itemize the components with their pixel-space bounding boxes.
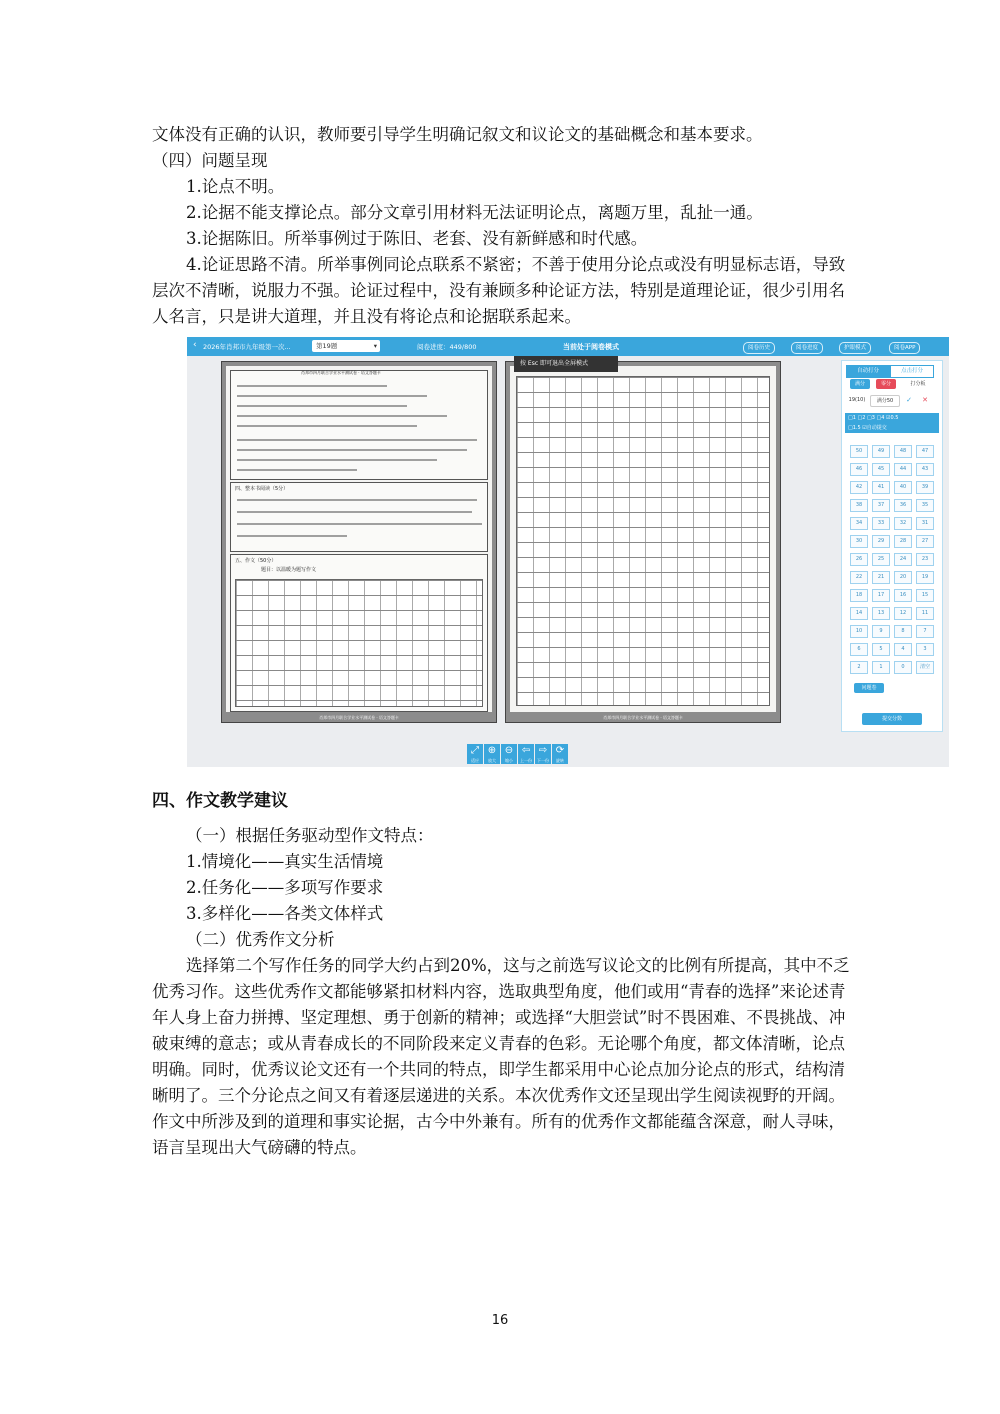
score-input[interactable]: 满分50 <box>870 395 900 407</box>
score-step-options[interactable]: □1 □2 □3 □4 ☑0.5 □1.5 ☑自动提交 <box>845 413 939 433</box>
problem-item-4: 4.论证思路不清。所举事例同论点联系不紧密；不善于使用分论点或没有明显标志语，导致层次不清晰，说服力不强。论证过程中，没有兼顾多种论证方法，特别是道理论证，很少引用名人名言，只是讲大道理，并且没有将论点和论据联系起来。 <box>152 255 846 326</box>
tab-eye-care[interactable]: 护眼模式 <box>839 342 871 354</box>
arrow-right-icon: ⇨ <box>538 745 548 756</box>
score-cell[interactable]: 5 <box>872 643 890 656</box>
answer-sheet-right <box>505 361 781 723</box>
tab-history[interactable]: 阅卷历史 <box>743 342 775 354</box>
tab-progress[interactable]: 阅卷进度 <box>791 342 823 354</box>
score-cell[interactable]: 12 <box>894 607 912 620</box>
score-cell[interactable]: 39 <box>916 481 934 494</box>
sheet-header: 肖邦市四月联合学业水平测试卷 · 语文答题卡 <box>301 370 381 375</box>
score-cell[interactable]: 15 <box>916 589 934 602</box>
arrow-left-icon: ⇦ <box>521 745 531 756</box>
back-icon[interactable]: ‹ <box>193 340 197 350</box>
sub-heading-2: （二）优秀作文分析 <box>186 930 335 949</box>
mode-title: 当前处于阅卷模式 <box>563 343 619 351</box>
tab-app[interactable]: 阅卷APP <box>889 342 920 354</box>
suggestion-item-1: 1.情境化——真实生活情境 <box>186 852 384 871</box>
score-cell[interactable]: 34 <box>850 517 868 530</box>
marking-top-bar <box>187 337 949 356</box>
score-cell[interactable]: 29 <box>872 535 890 548</box>
score-cell[interactable]: 44 <box>894 463 912 476</box>
section-essay: 五、作文（50分） <box>235 558 277 564</box>
answer-box-book-reading <box>230 482 488 552</box>
scoring-panel <box>841 360 943 732</box>
score-cell[interactable]: 4 <box>894 643 912 656</box>
zero-score-button[interactable]: 零分 <box>876 379 896 389</box>
score-cell[interactable]: 50 <box>850 445 868 458</box>
score-cell[interactable]: 11 <box>916 607 934 620</box>
answer-box-essay <box>230 554 488 712</box>
esc-hint: 按 Esc 即可退出全屏模式 <box>514 356 618 372</box>
score-board-toggle[interactable]: 打分板 <box>910 381 926 387</box>
suggestion-item-3: 3.多样化——各类文体样式 <box>186 904 384 923</box>
excellent-essay-paragraph: 选择第二个写作任务的同学大约占到20%，这与之前选写议论文的比例有所提高，其中不乏优秀习作。这些优秀作文都能够紧扣材料内容，选取典型角度，他们或用“青春的选择”来论述青年人身上奋力拼搏、坚定理想、勇于创新的精神；或选择“大胆尝试”时不畏困难、不畏挑战、冲破束缚的意志；或从青春成长的不同阶段来定义青春的色彩。无论哪个角度，都文体清晰，论点明确。同时，优秀议论文还有一个共同的特点，即学生都采用中心论点加分论点的形式，结构清晰明了。三个分论点之间又有着逐层递进的关系。本次优秀作文还呈现出学生阅读视野的开阔。作文中所涉及到的道理和事实论据，古今中外兼有。所有的优秀作文都能蕴含深意，耐人寻味，语言呈现出大气磅礴的特点。 <box>152 956 850 1157</box>
score-cell[interactable]: 32 <box>894 517 912 530</box>
paragraph-intro: 文体没有正确的认识，教师要引导学生明确记叙文和议论文的基础概念和基本要求。 <box>152 125 763 144</box>
problem-paper-button[interactable]: 问题卷 <box>854 683 884 693</box>
zoom-out-icon: ⊖ <box>504 745 514 756</box>
page-number: 16 <box>491 1313 509 1328</box>
answer-box-reading <box>230 370 488 480</box>
essay-grid-left <box>235 579 483 707</box>
essay-topic: 题目：以温暖为题写作文 <box>261 567 317 573</box>
score-cell[interactable]: 清空 <box>916 661 934 674</box>
score-cell[interactable]: 47 <box>916 445 934 458</box>
score-label: 19(10) <box>848 397 866 403</box>
cancel-icon[interactable]: ✕ <box>922 396 928 404</box>
score-cell[interactable]: 17 <box>872 589 890 602</box>
score-cell[interactable]: 26 <box>850 553 868 566</box>
score-cell[interactable]: 19 <box>916 571 934 584</box>
score-cell[interactable]: 37 <box>872 499 890 512</box>
score-cell[interactable]: 16 <box>894 589 912 602</box>
section-heading-problems: （四）问题呈现 <box>152 151 268 170</box>
tab-auto-score[interactable]: 自动打分 <box>846 365 890 378</box>
score-cell[interactable]: 3 <box>916 643 934 656</box>
problem-item-2: 2.论据不能支撑论点。部分文章引用材料无法证明论点，离题万里，乱扯一通。 <box>186 203 763 222</box>
problem-item-3: 3.论据陈旧。所举事例过于陈旧、老套、没有新鲜感和时代感。 <box>186 229 648 248</box>
problem-item-1: 1.论点不明。 <box>186 177 285 196</box>
section-heading-suggestions: 四、作文教学建议 <box>152 791 288 811</box>
score-cell[interactable]: 28 <box>894 535 912 548</box>
suggestion-item-2: 2.任务化——多项写作要求 <box>186 878 384 897</box>
answer-sheet-left <box>221 361 497 723</box>
zoom-out-button[interactable]: ⊖ 缩小 <box>501 744 517 764</box>
score-cell[interactable]: 8 <box>894 625 912 638</box>
marking-system-screenshot <box>187 337 949 767</box>
score-cell[interactable]: 18 <box>850 589 868 602</box>
score-cell[interactable]: 9 <box>872 625 890 638</box>
confirm-icon[interactable]: ✓ <box>906 396 912 404</box>
question-select[interactable]: 第19题 ▾ <box>312 340 380 352</box>
score-cell[interactable]: 40 <box>894 481 912 494</box>
score-cell[interactable]: 13 <box>872 607 890 620</box>
score-cell[interactable]: 6 <box>850 643 868 656</box>
tab-click-score[interactable]: 点击打分 <box>890 365 934 378</box>
full-score-button[interactable]: 满分 <box>850 379 870 389</box>
score-cell[interactable]: 38 <box>850 499 868 512</box>
sheet-footer: 肖邦市四月联合学业水平测试卷 · 语文答题卡 <box>319 715 399 720</box>
score-cell[interactable]: 46 <box>850 463 868 476</box>
score-cell[interactable]: 22 <box>850 571 868 584</box>
score-cell[interactable]: 35 <box>916 499 934 512</box>
score-cell[interactable]: 27 <box>916 535 934 548</box>
score-cell[interactable]: 25 <box>872 553 890 566</box>
score-cell[interactable]: 48 <box>894 445 912 458</box>
rotate-button[interactable]: ⟳ 旋转 <box>552 744 568 764</box>
essay-grid-right <box>516 376 770 706</box>
score-cell[interactable]: 49 <box>872 445 890 458</box>
sub-heading-1: （一）根据任务驱动型作文特点： <box>186 826 434 845</box>
marking-progress: 阅卷进度：449/800 <box>417 343 477 351</box>
chevron-down-icon: ▾ <box>373 342 377 350</box>
score-cell[interactable]: 7 <box>916 625 934 638</box>
score-cell[interactable]: 42 <box>850 481 868 494</box>
score-cell[interactable]: 41 <box>872 481 890 494</box>
exam-title: 2026年肖邦市九年级第一次... <box>203 343 291 351</box>
score-cell[interactable]: 21 <box>872 571 890 584</box>
score-cell[interactable]: 45 <box>872 463 890 476</box>
score-cell[interactable]: 23 <box>916 553 934 566</box>
submit-score-button[interactable]: 提交分数 <box>862 713 922 725</box>
section-book-reading: 四、整本书阅读（5分） <box>235 486 289 492</box>
zoom-in-button[interactable]: ⊕ 放大 <box>484 744 500 764</box>
score-cell[interactable]: 1 <box>872 661 890 674</box>
sheet-footer: 肖邦市四月联合学业水平测试卷 · 语文答题卡 <box>603 715 683 720</box>
score-cell[interactable]: 24 <box>894 553 912 566</box>
score-cell[interactable]: 2 <box>850 661 868 674</box>
score-cell[interactable]: 33 <box>872 517 890 530</box>
score-cell[interactable]: 30 <box>850 535 868 548</box>
score-cell[interactable]: 0 <box>894 661 912 674</box>
prev-button[interactable]: ⇦ 上一份 <box>520 745 532 763</box>
rotate-icon: ⟳ <box>555 745 565 756</box>
zoom-in-icon: ⊕ <box>487 745 497 756</box>
score-cell[interactable]: 36 <box>894 499 912 512</box>
fit-button[interactable]: ⤢ 适应 <box>467 744 483 764</box>
score-cell[interactable]: 43 <box>916 463 934 476</box>
score-cell[interactable]: 10 <box>850 625 868 638</box>
score-cell[interactable]: 31 <box>916 517 934 530</box>
next-button[interactable]: ⇨ 下一份 <box>537 745 549 763</box>
score-cell[interactable]: 20 <box>894 571 912 584</box>
score-cell[interactable]: 14 <box>850 607 868 620</box>
fit-icon: ⤢ <box>471 745 479 756</box>
